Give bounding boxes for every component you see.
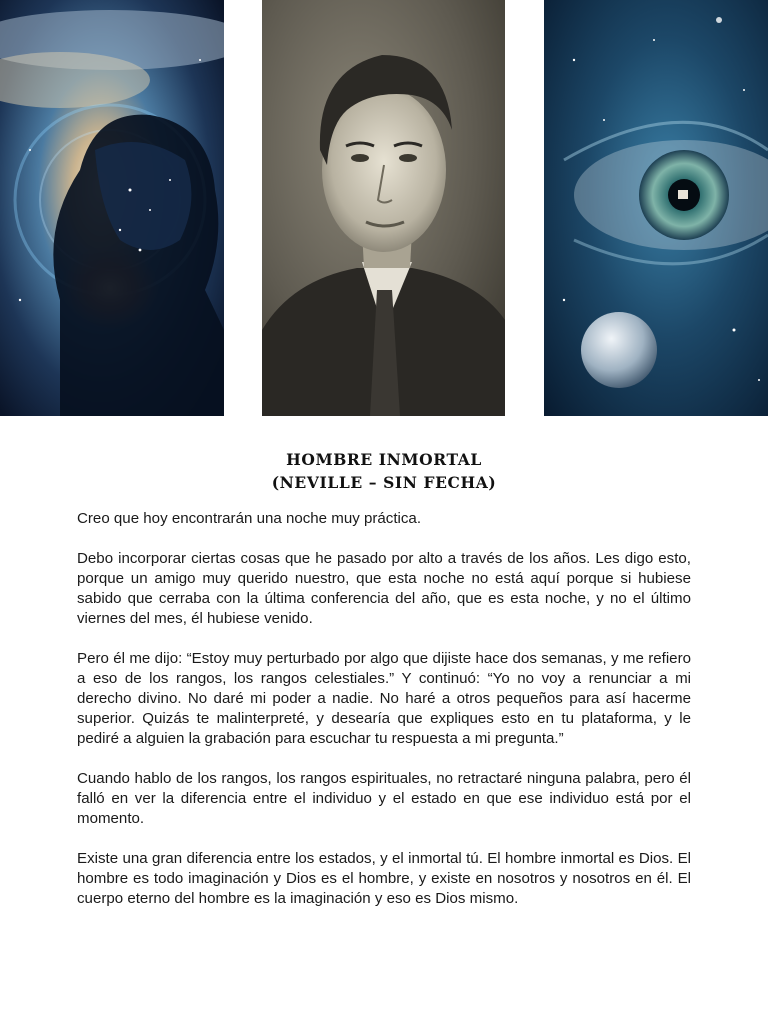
paragraph: Pero él me dijo: “Estoy muy perturbado por algo que dijiste hace dos semanas, y me refiero a eso de los rangos, los rangos celestiales.” Y continuó: “Yo no voy a renunciar a mi derecho divino. No daré mi poder a nadie. No haré a otros pequeños para así hacerme superior. Quizás te malinterpreté, y desearía que expliques esto en tu plataforma, y le pediré a alguien la grabación para escuchar tu respuesta a mi pregunta.” — [77, 650, 691, 747]
paragraph: Creo que hoy encontrarán una noche muy práctica. — [77, 510, 422, 527]
cosmic-head-image — [0, 0, 224, 416]
document-title — [0, 448, 768, 494]
cosmic-eye-illustration — [544, 0, 768, 416]
title-line-subtitle: (NEVILLE – SIN FECHA) — [271, 473, 497, 492]
title-line-main: HOMBRE INMORTAL — [286, 450, 482, 469]
cosmic-head-illustration — [0, 0, 224, 416]
document-body — [77, 509, 691, 929]
portrait-man-illustration — [262, 0, 505, 416]
portrait-photo — [262, 0, 505, 416]
paragraph: Existe una gran diferencia entre los estados, y el inmortal tú. El hombre inmortal es Dios. El hombre es todo imaginación y Dios es el hombre, y existe en nosotros y nosotros en él. El cuerpo eterno del hombre es la imaginación y eso es Dios mismo. — [77, 850, 691, 907]
paragraph: Debo incorporar ciertas cosas que he pasado por alto a través de los años. Les digo esto, porque un amigo muy querido nuestro, que esta noche no está aquí porque si hubiese sabido que cerraba con la última conferencia del año, que es esta noche, y no el último viernes del mes, él hubiese venido. — [77, 550, 691, 627]
paragraph: Cuando hablo de los rangos, los rangos espirituales, no retractaré ninguna palabra, pero él falló en ver la diferencia entre el individuo y el estado en que ese individuo está por el momento. — [77, 770, 691, 827]
cosmic-eye-image — [544, 0, 768, 416]
